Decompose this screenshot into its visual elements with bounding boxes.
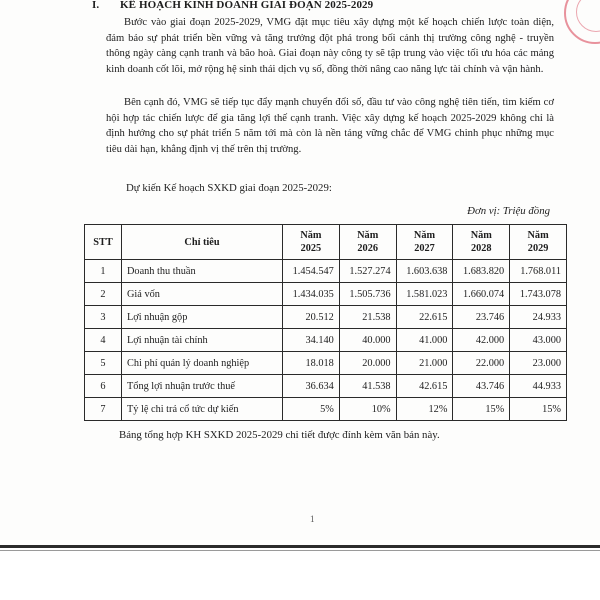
row-value-2025: 18.018 bbox=[283, 352, 340, 375]
row-value-2027: 41.000 bbox=[396, 329, 453, 352]
row-indicator-name: Tỷ lệ chi trả cổ tức dự kiến bbox=[122, 398, 283, 421]
header-year-2029: Năm 2029 bbox=[510, 225, 567, 260]
row-indicator-name: Chi phí quản lý doanh nghiệp bbox=[122, 352, 283, 375]
paragraph-2 bbox=[106, 95, 554, 157]
row-value-2026: 21.538 bbox=[339, 306, 396, 329]
section-title: KẾ HOẠCH KINH DOANH GIAI ĐOẠN 2025-2029 bbox=[120, 0, 374, 11]
row-value-2026: 1.505.736 bbox=[339, 283, 396, 306]
row-indicator-name: Lợi nhuận gộp bbox=[122, 306, 283, 329]
row-stt: 6 bbox=[85, 375, 122, 398]
row-value-2029: 15% bbox=[510, 398, 567, 421]
row-value-2029: 44.933 bbox=[510, 375, 567, 398]
paragraph-1 bbox=[106, 15, 554, 77]
table-row bbox=[85, 260, 567, 283]
header-stt: STT bbox=[85, 225, 122, 260]
header-year-2028: Năm 2028 bbox=[453, 225, 510, 260]
table-row bbox=[85, 306, 567, 329]
row-stt: 7 bbox=[85, 398, 122, 421]
row-value-2027: 1.603.638 bbox=[396, 260, 453, 283]
row-indicator-name: Doanh thu thuần bbox=[122, 260, 283, 283]
row-stt: 4 bbox=[85, 329, 122, 352]
table-row bbox=[85, 398, 567, 421]
row-value-2026: 10% bbox=[339, 398, 396, 421]
row-value-2027: 1.581.023 bbox=[396, 283, 453, 306]
paragraph-1-text: Bước vào giai đoạn 2025-2029, VMG đặt mục tiêu xây dựng một kế hoạch chiến lược toàn diện, đảm bảo sự phát triển bền vững và tăng trưởng đột phá trong bối cảnh thị trường công nghệ - truyền thông ngày càng cạnh tranh và bão hoà. Giai đoạn này công ty sẽ tập trung vào việc tối ưu hóa các mảng kinh doanh cốt lõi, mở rộng hệ sinh thái dịch vụ số, đồng thời nâng cao năng lực tài chính và vận hành. bbox=[106, 17, 554, 75]
row-value-2026: 1.527.274 bbox=[339, 260, 396, 283]
row-value-2025: 34.140 bbox=[283, 329, 340, 352]
header-year-2027: Năm 2027 bbox=[396, 225, 453, 260]
scan-edge-line-2 bbox=[0, 550, 600, 551]
table-row bbox=[85, 283, 567, 306]
row-value-2028: 15% bbox=[453, 398, 510, 421]
unit-label: Đơn vị: Triệu đồng bbox=[467, 205, 550, 217]
row-indicator-name: Giá vốn bbox=[122, 283, 283, 306]
row-value-2029: 43.000 bbox=[510, 329, 567, 352]
row-value-2028: 1.660.074 bbox=[453, 283, 510, 306]
row-value-2028: 23.746 bbox=[453, 306, 510, 329]
scan-edge-line bbox=[0, 545, 600, 548]
plan-title: Dự kiến Kế hoạch SXKD giai đoạn 2025-2029: bbox=[126, 182, 332, 194]
section-number: I. bbox=[92, 0, 100, 11]
row-value-2029: 1.768.011 bbox=[510, 260, 567, 283]
row-value-2026: 40.000 bbox=[339, 329, 396, 352]
row-stt: 5 bbox=[85, 352, 122, 375]
row-value-2025: 1.434.035 bbox=[283, 283, 340, 306]
header-year-2026: Năm 2026 bbox=[339, 225, 396, 260]
row-value-2026: 20.000 bbox=[339, 352, 396, 375]
paragraph-2-text: Bên cạnh đó, VMG sẽ tiếp tục đẩy mạnh chuyển đổi số, đầu tư vào công nghệ tiên tiến, tìm kiếm cơ hội hợp tác chiến lược để gia tăng lợi thế cạnh tranh. Việc xây dựng kế hoạch 2025-2029 không chỉ là định hướng cho sự phát triển 5 năm tới mà còn là nền tảng vững chắc để VMG chinh phục những mục tiêu dài hạn, khẳng định vị thế trên thị trường. bbox=[106, 97, 554, 155]
row-value-2028: 1.683.820 bbox=[453, 260, 510, 283]
row-value-2028: 22.000 bbox=[453, 352, 510, 375]
row-value-2028: 43.746 bbox=[453, 375, 510, 398]
row-value-2025: 36.634 bbox=[283, 375, 340, 398]
table-header-row bbox=[85, 225, 567, 260]
row-stt: 3 bbox=[85, 306, 122, 329]
business-plan-table bbox=[84, 224, 567, 421]
row-value-2027: 22.615 bbox=[396, 306, 453, 329]
section-heading bbox=[92, 0, 373, 11]
row-value-2029: 1.743.078 bbox=[510, 283, 567, 306]
table-row bbox=[85, 352, 567, 375]
row-value-2029: 23.000 bbox=[510, 352, 567, 375]
page-number: 1 bbox=[310, 514, 315, 524]
table-row bbox=[85, 329, 567, 352]
row-value-2029: 24.933 bbox=[510, 306, 567, 329]
row-value-2025: 1.454.547 bbox=[283, 260, 340, 283]
attachment-note: Bảng tổng hợp KH SXKD 2025-2029 chi tiết được đính kèm văn bản này. bbox=[119, 429, 440, 441]
row-stt: 2 bbox=[85, 283, 122, 306]
row-value-2026: 41.538 bbox=[339, 375, 396, 398]
row-value-2027: 42.615 bbox=[396, 375, 453, 398]
row-indicator-name: Lợi nhuận tài chính bbox=[122, 329, 283, 352]
row-value-2027: 12% bbox=[396, 398, 453, 421]
row-stt: 1 bbox=[85, 260, 122, 283]
row-indicator-name: Tổng lợi nhuận trước thuế bbox=[122, 375, 283, 398]
header-year-2025: Năm 2025 bbox=[283, 225, 340, 260]
header-indicator: Chỉ tiêu bbox=[122, 225, 283, 260]
row-value-2028: 42.000 bbox=[453, 329, 510, 352]
row-value-2025: 20.512 bbox=[283, 306, 340, 329]
row-value-2025: 5% bbox=[283, 398, 340, 421]
row-value-2027: 21.000 bbox=[396, 352, 453, 375]
table-row bbox=[85, 375, 567, 398]
